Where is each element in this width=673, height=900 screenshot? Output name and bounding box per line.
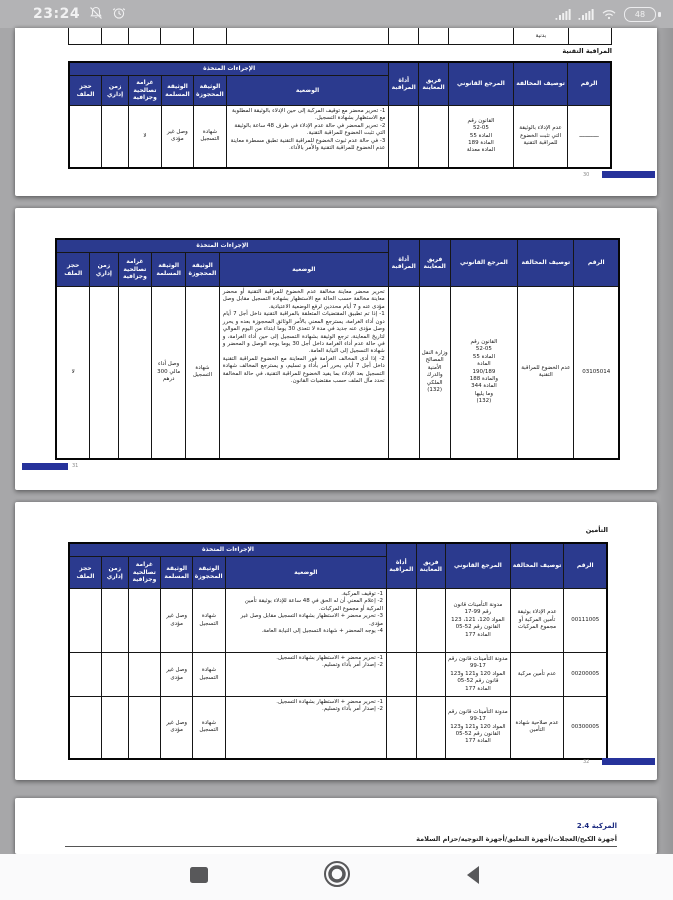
cell-doc-seized: شهادة التسجيل (194, 106, 227, 168)
cell-situation: تحرير محضر معاينة مخالفة عدم الخضوع للمراقبة التقنية أو محضر معاينة مخالفة حسب الحالة مع الاستظهار بشهادة التسجيل مقابل وصل مؤدى عنه و 7 أيام محددين لرفع الوضعية الاعتيادية. 1- إذا تم تطبيق المقتضيات المتعلقة بالمراقبة التقنية داخل أجل 7 أيام دون أداء الغرامة، يسترجع المعني بالأمر الوثائق المحجوزة بعده و يحرر وصل مؤدى عنه جديد في مدة لا تتعدى 30 يوما ابتداء من اليوم الموالي لتاريخ المعاينة، ترجع الوثيقة بشهادة التسجيل إلى حين أداء الغرامة، و في حالة عدم أداء الغرامة داخل أجل 30 يوما يوجه الوصل و المحضر و شهادة التسجيل إلى النيابة العامة. 2- إذا أدى المخالف الغرامة فور المعاينة مع الخضوع للمراقبة التقنية داخل أجل 7 أيام، يحرر أمر بأداء و تسليم، و يسترجع المخالف شهادة التسجيل بعد الإدلاء بما يفيد الخضوع للمراقبة التقنية، في حالة المخالفة تحدد مآل الملف حسب مقتضيات القانون. (219, 287, 388, 459)
cell-doc-given: وصل غير مؤدى (161, 106, 194, 168)
cell-doc-given: وصل أداء مالي 300 درهم (152, 287, 186, 459)
section-heading-vehicle: 2.4 المركبة (576, 822, 617, 830)
cell-situation: 1- توقيف المركبة. 2- إعلام المعني أن له الحق في 48 ساعة للإدلاء بوثيقة تأمين المركبة أو مجموع المركبات. 3- تحرير محضر + الاستظهار بشهادة التسجيل مقابل وصل غير مؤدى. 4- يوجه المحضر + شهادة التسجيل إلى النيابة العامة. (225, 589, 386, 653)
status-bar (0, 0, 673, 28)
header-cell-fine: غرامة تصالحية وجزافية (128, 557, 160, 589)
header-cell-doc-seized: الوثيقة المحجوزة (186, 253, 220, 287)
header-cell-admin-time: زمن إداري (101, 557, 128, 589)
cell-tool (386, 697, 416, 759)
cell-admin-time (101, 589, 128, 653)
header-cell-admin-time: زمن إداري (90, 253, 118, 287)
cell-situation: 1- تحرير محضر + الاستظهار بشهادة التسجيل. 2- إصدار أمر بأداء وتسليم. (225, 697, 386, 759)
header-cell-doc-given: الوثيقة المسلمة (161, 557, 193, 589)
table-row (69, 106, 611, 168)
header-cell-legal-ref: المرجع القانوني (446, 543, 511, 589)
cell-doc-seized: شهادة التسجيل (193, 589, 225, 653)
cell-team (416, 653, 446, 697)
cell-situation: 1- تحرير محضر مع توقيف المركبة إلى حين الإدلاء بالوثيقة المطلوبة مع الاستظهار بشهادة التسجيل. 2- تحرير المحضر في حالة عدم الإدلاء في ظرف 48 ساعة بالوثيقة التي تثبت الخضوع للمراقبة التقنية. 3- في حالة عدم ثبوت الخضوع للمراقبة التقنية تطبق مسطرة معاينة عدم الخضوع للمراقبة التقنية والأمر بالأداء. (226, 106, 389, 168)
cell-file-seizure (69, 697, 101, 759)
header-cell-situation: الوضعية (219, 253, 388, 287)
cell-fine (128, 653, 160, 697)
header-cell-situation: الوضعية (226, 76, 389, 106)
violations-table-technical-inspection-2 (55, 238, 620, 460)
header-cell-violation-desc: توصيف المخالفة (518, 239, 574, 287)
android-nav-bar (0, 854, 673, 900)
cell-legal-ref: مدونة التأمينات قانون رقم 99-17 المواد 120، 121، 123 القانون رقم 52-05 المادة 177 (446, 589, 511, 653)
back-button[interactable] (456, 862, 490, 892)
cell-tool (388, 287, 419, 459)
cell-signal-icon-sim1 (555, 5, 571, 24)
cell-legal-ref (449, 28, 514, 45)
header-cell-legal-ref: المرجع القانوني (448, 62, 513, 106)
page-number-text: 31 (72, 463, 79, 469)
home-button[interactable] (319, 858, 355, 894)
header-cell-doc-seized: الوثيقة المحجوزة (194, 76, 227, 106)
cell-file-seizure (69, 589, 101, 653)
document-page-4 (15, 798, 657, 854)
page-number-text: 32 (583, 759, 590, 765)
header-cell-number: الرقم (564, 543, 607, 589)
cell-signal-icon-sim2 (578, 5, 594, 24)
cell-fine (128, 28, 161, 45)
cell-team: وزارة النقل المصالح الأمنية والدرك الملكي (132) (419, 287, 450, 459)
page-number-text: 30 (583, 172, 590, 178)
cell-number (568, 28, 611, 45)
cell-team (416, 697, 446, 759)
document-page-1 (15, 28, 657, 196)
header-cell-actions-taken: الإجراءات المتخذة (69, 62, 389, 76)
cell-number: 03105014 (574, 287, 619, 459)
back-triangle-icon (463, 864, 483, 890)
battery-icon (624, 7, 656, 22)
clock-text: 23:24 (33, 6, 81, 22)
section-subheading-equipment: أجهزة الكبح/العجلات/أجهزة التعليق/أجهزة التوجيه/حزام السلامة (65, 835, 617, 847)
cell-admin-time (101, 697, 128, 759)
cell-doc-given: وصل غير مؤدى (161, 697, 193, 759)
cell-team (419, 106, 449, 168)
header-cell-team: فريق المعاينة (419, 62, 449, 106)
header-cell-fine: غرامة تصالحية وجزافية (118, 253, 152, 287)
header-cell-file-seizure: حجز الملف (69, 557, 101, 589)
cell-file-seizure (69, 28, 102, 45)
cell-doc-seized (193, 28, 226, 45)
cell-tool (389, 106, 419, 168)
cell-admin-time (90, 287, 118, 459)
cell-situation: 1- تحرير محضر + الاستظهار بشهادة التسجيل. 2- إصدار أمر بأداء وتسليم. (225, 653, 386, 697)
header-cell-team: فريق المعاينة (416, 543, 446, 589)
cell-legal-ref: القانون رقم 52-05 المادة 55 المادة 189 المادة معدلة (448, 106, 513, 168)
cell-file-seizure: لا (56, 287, 90, 459)
cell-file-seizure (69, 653, 101, 697)
header-cell-number: الرقم (568, 62, 611, 106)
cell-violation-desc: عدم الخضوع للمراقبة التقنية (518, 287, 574, 459)
cell-legal-ref: مدونة التأمينات قانون رقم 99-17 المواد 120 و121 و123 القانون رقم 52-05 المادة 177 (446, 697, 511, 759)
header-cell-tool: أداة المراقبة (386, 543, 416, 589)
document-viewer[interactable] (0, 28, 673, 854)
cell-team (416, 589, 446, 653)
cell-violation-desc: بدنية (514, 28, 568, 45)
cell-number: 00300005 (564, 697, 607, 759)
table-row (69, 589, 607, 653)
header-cell-violation-desc: توصيف المخالفة (510, 543, 564, 589)
notifications-muted-icon (89, 5, 103, 24)
cell-number: 00111005 (564, 589, 607, 653)
battery-level-text: 48 (634, 9, 646, 19)
section-title-technical-inspection: المراقبة التقنية (562, 47, 612, 55)
section-title-insurance: التأمين (585, 526, 608, 534)
violations-table-technical-inspection (68, 61, 612, 169)
cell-admin-time (101, 28, 128, 45)
header-cell-situation: الوضعية (225, 557, 386, 589)
cell-team (419, 28, 449, 45)
header-cell-actions-taken: الإجراءات المتخذة (56, 239, 388, 253)
cell-fine (118, 287, 152, 459)
document-page-3 (15, 502, 657, 780)
header-cell-file-seizure: حجز الملف (69, 76, 102, 106)
header-cell-doc-given: الوثيقة المسلمة (152, 253, 186, 287)
alarm-clock-icon (112, 5, 126, 24)
previous-table-partial-row (68, 28, 612, 45)
cell-doc-seized: شهادة التسجيل (193, 697, 225, 759)
header-cell-tool: أداة المراقبة (389, 62, 419, 106)
status-left-group (0, 5, 126, 24)
cell-doc-seized: شهادة التسجيل (186, 287, 220, 459)
cell-violation-desc: عدم الإدلاء بالوثيقة التي تثبت الخضوع للمراقبة التقنية (513, 106, 567, 168)
header-cell-file-seizure: حجز الملف (56, 253, 90, 287)
footer-bar (22, 463, 68, 470)
cell-fine (128, 589, 160, 653)
cell-number: ــــــــــــ (568, 106, 611, 168)
footer-bar (602, 171, 655, 178)
cell-violation-desc: عدم صلاحية شهادة التأمين (510, 697, 564, 759)
header-cell-tool: أداة المراقبة (388, 239, 419, 287)
header-cell-actions-taken: الإجراءات المتخذة (69, 543, 386, 557)
recents-button[interactable] (182, 862, 216, 892)
cell-tool (386, 653, 416, 697)
table-row (69, 697, 607, 759)
table-row (69, 653, 607, 697)
home-circle-icon (321, 858, 353, 894)
header-cell-legal-ref: المرجع القانوني (450, 239, 518, 287)
battery-nub (658, 12, 661, 17)
cell-doc-seized: شهادة التسجيل (193, 653, 225, 697)
cell-violation-desc: عدم تأمين مركبة (510, 653, 564, 697)
cell-violation-desc: عدم الإدلاء بوثيقة تأمين المركبة أو مجموع المركبات (510, 589, 564, 653)
cell-doc-given (161, 28, 194, 45)
status-right-group (555, 5, 673, 24)
header-cell-number: الرقم (574, 239, 619, 287)
cell-tool (389, 28, 419, 45)
table-row (56, 287, 619, 459)
header-cell-violation-desc: توصيف المخالفة (513, 62, 567, 106)
footer-bar (602, 758, 655, 765)
cell-admin-time (101, 653, 128, 697)
page-edge-shadow (657, 28, 673, 854)
cell-fine: لا (129, 106, 162, 168)
cell-file-seizure (69, 106, 102, 168)
header-cell-fine: غرامة تصالحية وجزافية (129, 76, 162, 106)
header-cell-doc-given: الوثيقة المسلمة (161, 76, 194, 106)
cell-legal-ref: القانون رقم 52-05 المادة 55 المادة 190/189 والمادة 188 المادة 344 وما يليها (132) (450, 287, 518, 459)
header-cell-admin-time: زمن إداري (102, 76, 129, 106)
recents-square-icon (188, 864, 210, 890)
cell-fine (128, 697, 160, 759)
cell-situation (226, 28, 389, 45)
cell-admin-time (102, 106, 129, 168)
cell-doc-given: وصل غير مؤدى (161, 589, 193, 653)
violations-table-insurance (68, 542, 608, 760)
cell-number: 00200005 (564, 653, 607, 697)
wifi-icon (601, 5, 617, 24)
document-page-2 (15, 208, 657, 490)
cell-doc-given: وصل غير مؤدى (161, 653, 193, 697)
cell-tool (386, 589, 416, 653)
header-cell-team: فريق المعاينة (419, 239, 450, 287)
header-cell-doc-seized: الوثيقة المحجوزة (193, 557, 225, 589)
cell-legal-ref: مدونة التأمينات قانون رقم 99-17 المواد 120 و121 و123 قانون رقم 52-05 المادة 177 (446, 653, 511, 697)
